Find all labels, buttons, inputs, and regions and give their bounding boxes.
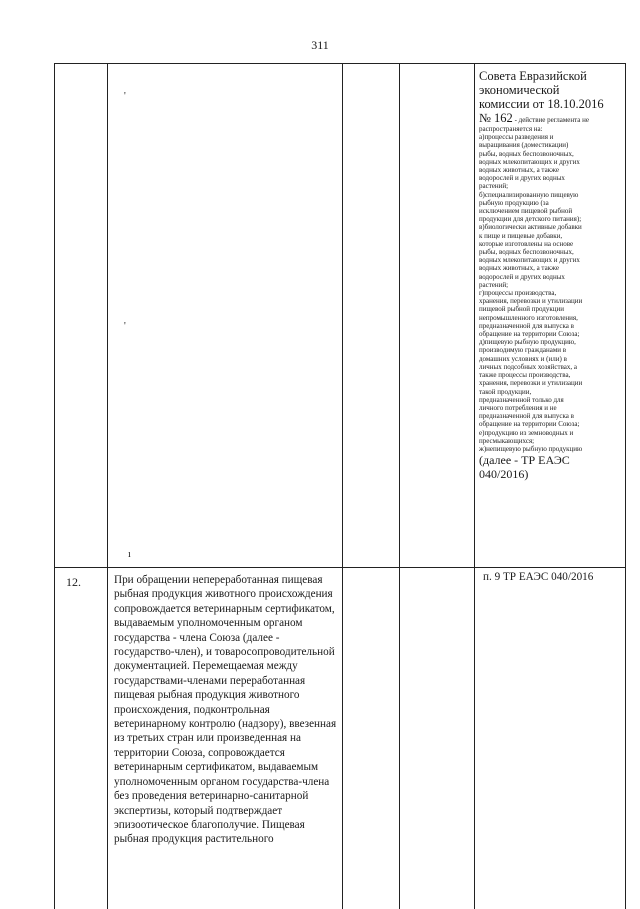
page-number: 311 (311, 38, 329, 52)
regulation-number: № 162 (479, 111, 513, 125)
column-divider (107, 63, 108, 909)
table-top-border (54, 63, 626, 64)
scan-mark: ' (124, 321, 126, 332)
requirement-text: При обращении непереработанная пищевая рыбная продукция животного происхождения сопровождается ветеринарным сертификатом, выдаваемым уполномоченным органом государства - члена Союза (далее - государство-член), и товаросопроводительной документацией. Перемещаемая между государствами-членами переработанная пищевая рыбная продукция животного происхождения, подконтрольная ветеринарному контролю (надзору), ввезенная из третьих стран или произведенная на территории Союза, сопровождается ветеринарным сертификатом, выдаваемым уполномоченным органом государства-члена без проведения ветеринарно-санитарной экспертизы, который подтверждает эпизоотическое благополучие. Пищевая рыбная продукция растительного (114, 574, 337, 846)
row-number: 12. (66, 575, 81, 589)
column-divider (342, 63, 343, 909)
regulation-number-line (479, 111, 625, 125)
regulation-reference: п. 9 ТР ЕАЭС 040/2016 (483, 571, 594, 583)
column-divider (474, 63, 475, 909)
regulation-heading-line: Совета Евразийской (479, 69, 587, 83)
table-right-border (625, 63, 626, 909)
requirements-table (54, 63, 626, 909)
regulation-scope-text: распространяется на: а)процессы разведения и выращивания (доместикации) рыбы, водных беспозвоночных, водных млекопитающих и других водных животных, а также водорослей и других водных растений; б)специализированную пищевую рыбную продукцию (за исключением пищевой рыбной продукции для детского питания); в)биологически активные добавки к пище и пищевые добавки, которые изготовлены на основе рыбы, водных беспозвоночных, водных млекопитающих и других водных животных, а также водорослей и других водных растений; г)процессы производства, хранения, перевозки и утилизации пищевой рыбной продукции непромышленного изготовления, предназначенной для выпуска в обращение на территории Союза; д)пищевую рыбную продукцию, производимую гражданами в домашних условиях и (или) в личных подсобных хозяйствах, а также процессы производства, хранения, перевозки и утилизации такой продукции, предназначенной только для личного потребления и не предназначенной для выпуска в обращение на территории Союза; е)продукцию из земноводных и пресмыкающихся; ж)непищевую рыбную продукцию (479, 125, 583, 453)
regulation-short-name-line: 040/2016) (479, 467, 529, 482)
scan-mark: ı (128, 549, 131, 560)
row-divider (54, 567, 626, 568)
regulation-cell (479, 69, 625, 565)
regulation-heading-line: экономической (479, 83, 560, 97)
table-left-border (54, 63, 55, 909)
regulation-short-name-line: (далее - ТР ЕАЭС (479, 453, 570, 468)
regulation-heading-line: комиссии от 18.10.2016 (479, 97, 604, 111)
column-divider (399, 63, 400, 909)
scan-mark: ' (124, 91, 126, 102)
regulation-scope-intro: - действие регламента не (512, 116, 589, 124)
